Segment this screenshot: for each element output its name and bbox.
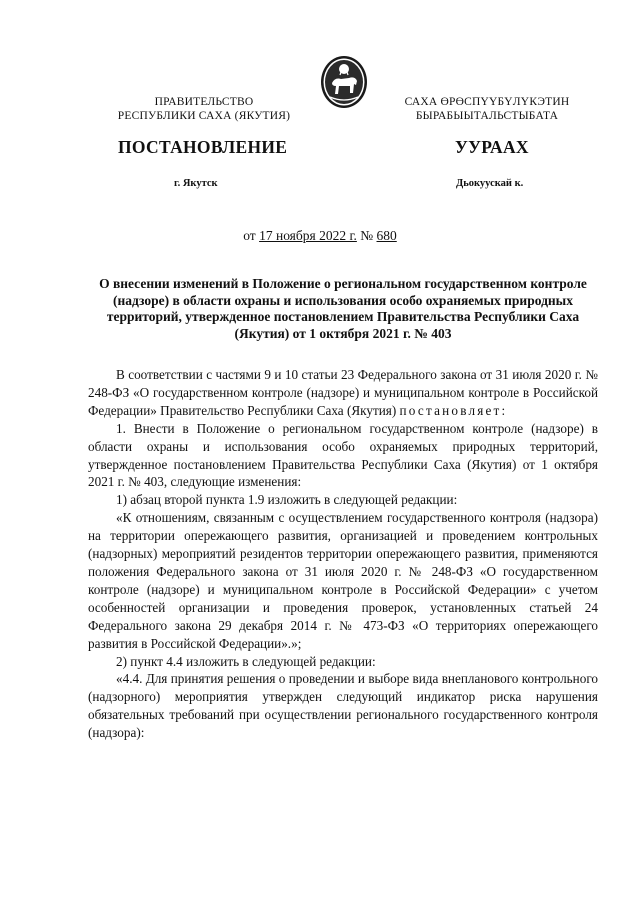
- issuer-line: САХА ӨРӨСПҮҮБҮЛҮКЭТИН: [404, 96, 570, 108]
- issuer-line: БЫРАБЫЫТАЛЬСТЫБАТА: [415, 110, 559, 122]
- document-number: 680: [376, 228, 397, 243]
- body-paragraph: 1. Внести в Положение о региональном государственном контроле (надзоре) в области охраны и использования особо охраняемых природных территорий, утвержденное постановлением Правительства Республики Саха (Якутия) от 1 октября 2021 г. № 403, следующие изменения:: [88, 420, 598, 490]
- number-sign: №: [360, 228, 374, 243]
- document-date-number: [0, 228, 640, 244]
- issuer-yakut: [382, 95, 592, 123]
- resolve-word: постановляет:: [399, 402, 508, 418]
- document-type-russian: ПОСТАНОВЛЕНИЕ: [118, 137, 288, 157]
- preamble-paragraph: [88, 366, 598, 420]
- preamble-text: В соответствии с частями 9 и 10 статьи 23 Федерального закона от 31 июля 2020 г. № 248-ФЗ «О государственном контроле (надзоре) и муниципальном контроле в Российской Федерации» Правительство Республики Саха (Якутия): [88, 367, 598, 418]
- document-title: О внесении изменений в Положение о региональном государственном контроле (надзоре) в области охраны и использования особо охраняемых природных территорий, утвержденное постановлением Правительства Республики Саха (Якутия) от 1 октября 2021 г. № 403: [99, 276, 587, 341]
- issuer-russian: [106, 95, 302, 123]
- coat-of-arms-emblem: [319, 53, 369, 109]
- date-prefix: от: [243, 228, 256, 243]
- issuer-line: РЕСПУБЛИКИ САХА (ЯКУТИЯ): [117, 110, 291, 122]
- city-russian: г. Якутск: [174, 178, 218, 189]
- body-paragraph: 1) абзац второй пункта 1.9 изложить в следующей редакции:: [116, 492, 458, 508]
- body-paragraph: 2) пункт 4.4 изложить в следующей редакции:: [116, 653, 376, 669]
- document-date: 17 ноября 2022 г.: [259, 228, 357, 243]
- body-paragraph: «4.4. Для принятия решения о проведении и выборе вида внепланового контрольного (надзорного) мероприятия утвержден следующий индикатор риска нарушения обязательных требований при осуществлении регионального государственного контроля (надзора):: [88, 671, 598, 741]
- document-type-yakut: УУРААХ: [455, 137, 529, 157]
- issuer-line: ПРАВИТЕЛЬСТВО: [154, 96, 254, 108]
- document-body: [88, 366, 598, 742]
- city-yakut: Дьокуускай к.: [456, 178, 524, 189]
- body-paragraph: «К отношениям, связанным с осуществлением государственного контроля (надзора) на территории опережающего развития, организацией и проведением контрольных (надзорных) мероприятий резидентов территории опережающего развития, применяются положения Федерального закона от 31 июля 2020 г. № 248-ФЗ «О государственном контроле (надзоре) и муниципальном контроле в Российской Федерации» с учетом особенностей организации и проведения проверок, установленных статьей 24 Федерального закона 29 декабря 2014 г. № 473-ФЗ «О территориях опережающего развития в Российской Федерации».»;: [88, 510, 598, 651]
